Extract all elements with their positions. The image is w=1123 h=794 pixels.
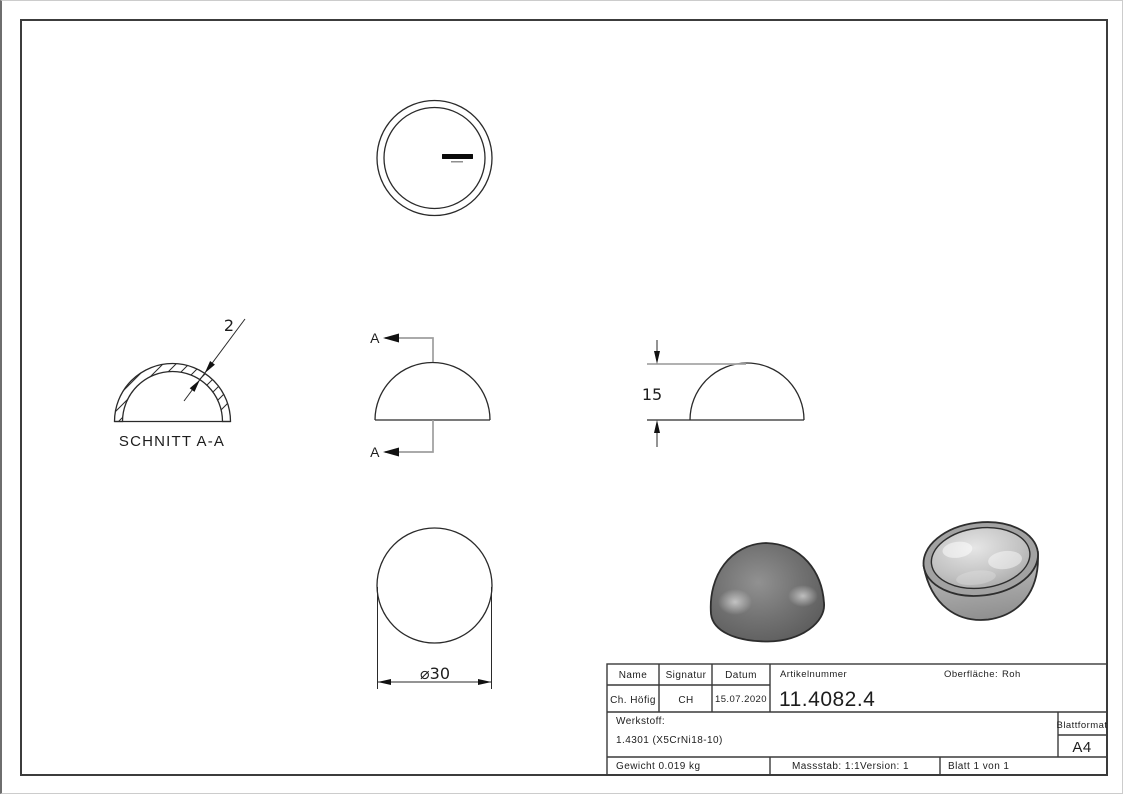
bottom-view [377,528,492,689]
sheet-format-value: A4 [1072,739,1092,756]
article-number-label: Artikelnummer [780,669,848,680]
drawing-canvas [2,1,1123,794]
title-block [607,664,1107,775]
cut-label-top: A [370,330,380,346]
front-view [370,330,490,460]
diameter-dim: ⌀30 [420,664,450,683]
cut-label-bottom: A [370,444,380,460]
section-view [22,303,328,453]
wall-thickness-dim: 2 [223,316,235,335]
render-bowl [919,516,1045,627]
top-view [377,101,492,216]
surface-label: Oberfläche: [944,669,999,680]
signature-value: CH [678,695,694,706]
section-view-label: SCHNITT A-A [118,433,226,450]
material-value: 1.4301 (X5CrNi18-10) [616,735,723,746]
height-dim: 15 [641,385,663,404]
signature-header: Signatur [665,670,707,681]
material-label: Werkstoff: [616,716,666,727]
center-marking [442,154,473,163]
version: Version: 1 [860,761,909,772]
drawing-frame [21,20,1107,775]
surface-value: Roh [1002,669,1021,680]
weight: Gewicht 0.019 kg [616,761,701,772]
sheet-format-label: Blattformat [1056,720,1108,731]
render-dome [711,543,824,642]
scale: Massstab: 1:1 [792,761,861,772]
side-view [642,340,804,447]
sheet-number: Blatt 1 von 1 [948,761,1010,772]
thickness-leader [184,319,245,401]
date-value: 15.07.2020 [714,694,768,705]
hatching [22,303,328,453]
name-value: Ch. Höfig [610,695,656,706]
date-header: Datum [725,670,757,681]
article-number-value: 11.4082.4 [779,688,876,711]
name-header: Name [618,670,648,681]
